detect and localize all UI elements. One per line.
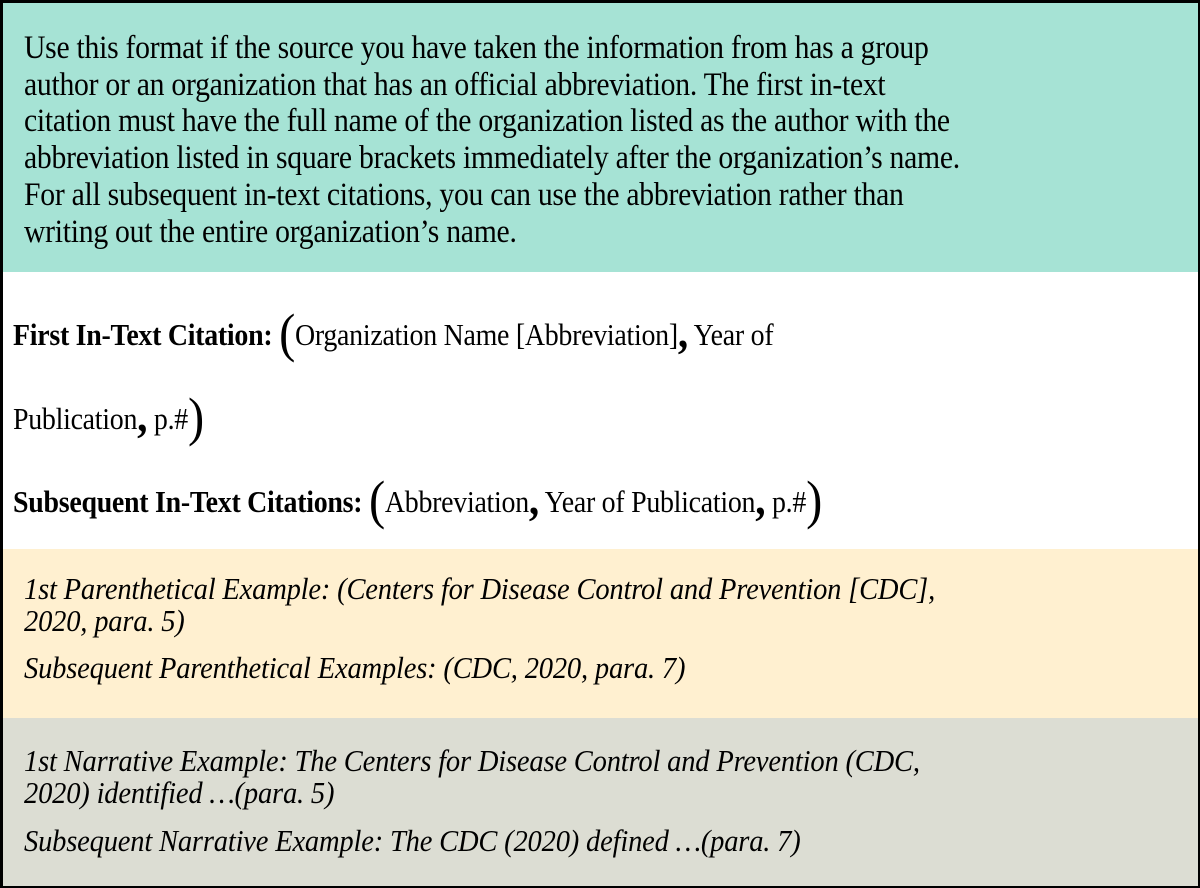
- open-paren: (: [279, 303, 295, 363]
- open-paren: (: [368, 470, 385, 530]
- close-paren: ): [806, 470, 822, 530]
- comma: ,: [755, 473, 766, 524]
- comma: ,: [677, 306, 688, 357]
- format-part: Abbreviation: [384, 484, 529, 519]
- intro-line: For all subsequent in-text citations, you can use the abbreviation rather than: [24, 176, 904, 213]
- close-paren: ): [187, 387, 204, 447]
- format-part: p.#: [765, 484, 807, 519]
- subsequent-citation-label: Subsequent In-Text Citations:: [13, 484, 363, 519]
- parenthetical-examples-section: [3, 549, 1198, 718]
- subsequent-parenthetical-example: Subsequent Parenthetical Examples: (CDC, 2020, para. 7): [24, 650, 686, 685]
- intro-paragraph: [24, 30, 1145, 250]
- first-citation-format-cont: [13, 387, 204, 447]
- subsequent-narrative-example: Subsequent Narrative Example: The CDC (2020) defined …(para. 7): [24, 823, 801, 858]
- format-part: Year of: [687, 317, 774, 352]
- format-part: Year of Publication: [538, 484, 756, 519]
- comma: ,: [528, 473, 539, 524]
- first-parenthetical-example: 1st Parenthetical Example: (Centers for Disease Control and Prevention [CDC],: [24, 571, 936, 606]
- first-citation-label: First In-Text Citation:: [13, 317, 273, 352]
- format-part: p.#: [147, 401, 188, 436]
- first-narrative-example-cont: 2020) identified …(para. 5): [24, 775, 335, 810]
- intro-section: [3, 3, 1198, 272]
- first-citation-format: [13, 303, 774, 363]
- first-narrative-example: 1st Narrative Example: The Centers for Disease Control and Prevention (CDC,: [24, 743, 920, 778]
- first-parenthetical-example-cont: 2020, para. 5): [24, 603, 185, 638]
- subsequent-citation-format: [13, 470, 822, 530]
- format-section: [3, 272, 1198, 549]
- intro-line: Use this format if the source you have taken the information from has a group: [24, 30, 929, 66]
- format-part: Publication: [13, 401, 138, 436]
- comma: ,: [137, 390, 148, 441]
- intro-line: citation must have the full name of the organization listed as the author with the: [24, 103, 950, 140]
- intro-line: writing out the entire organization’s name.: [24, 213, 517, 250]
- narrative-examples-section: [3, 718, 1198, 886]
- intro-line: abbreviation listed in square brackets immediately after the organization’s name.: [24, 140, 960, 177]
- intro-line: author or an organization that has an official abbreviation. The first in-text: [24, 66, 886, 103]
- format-part: Organization Name [Abbreviation]: [294, 317, 678, 352]
